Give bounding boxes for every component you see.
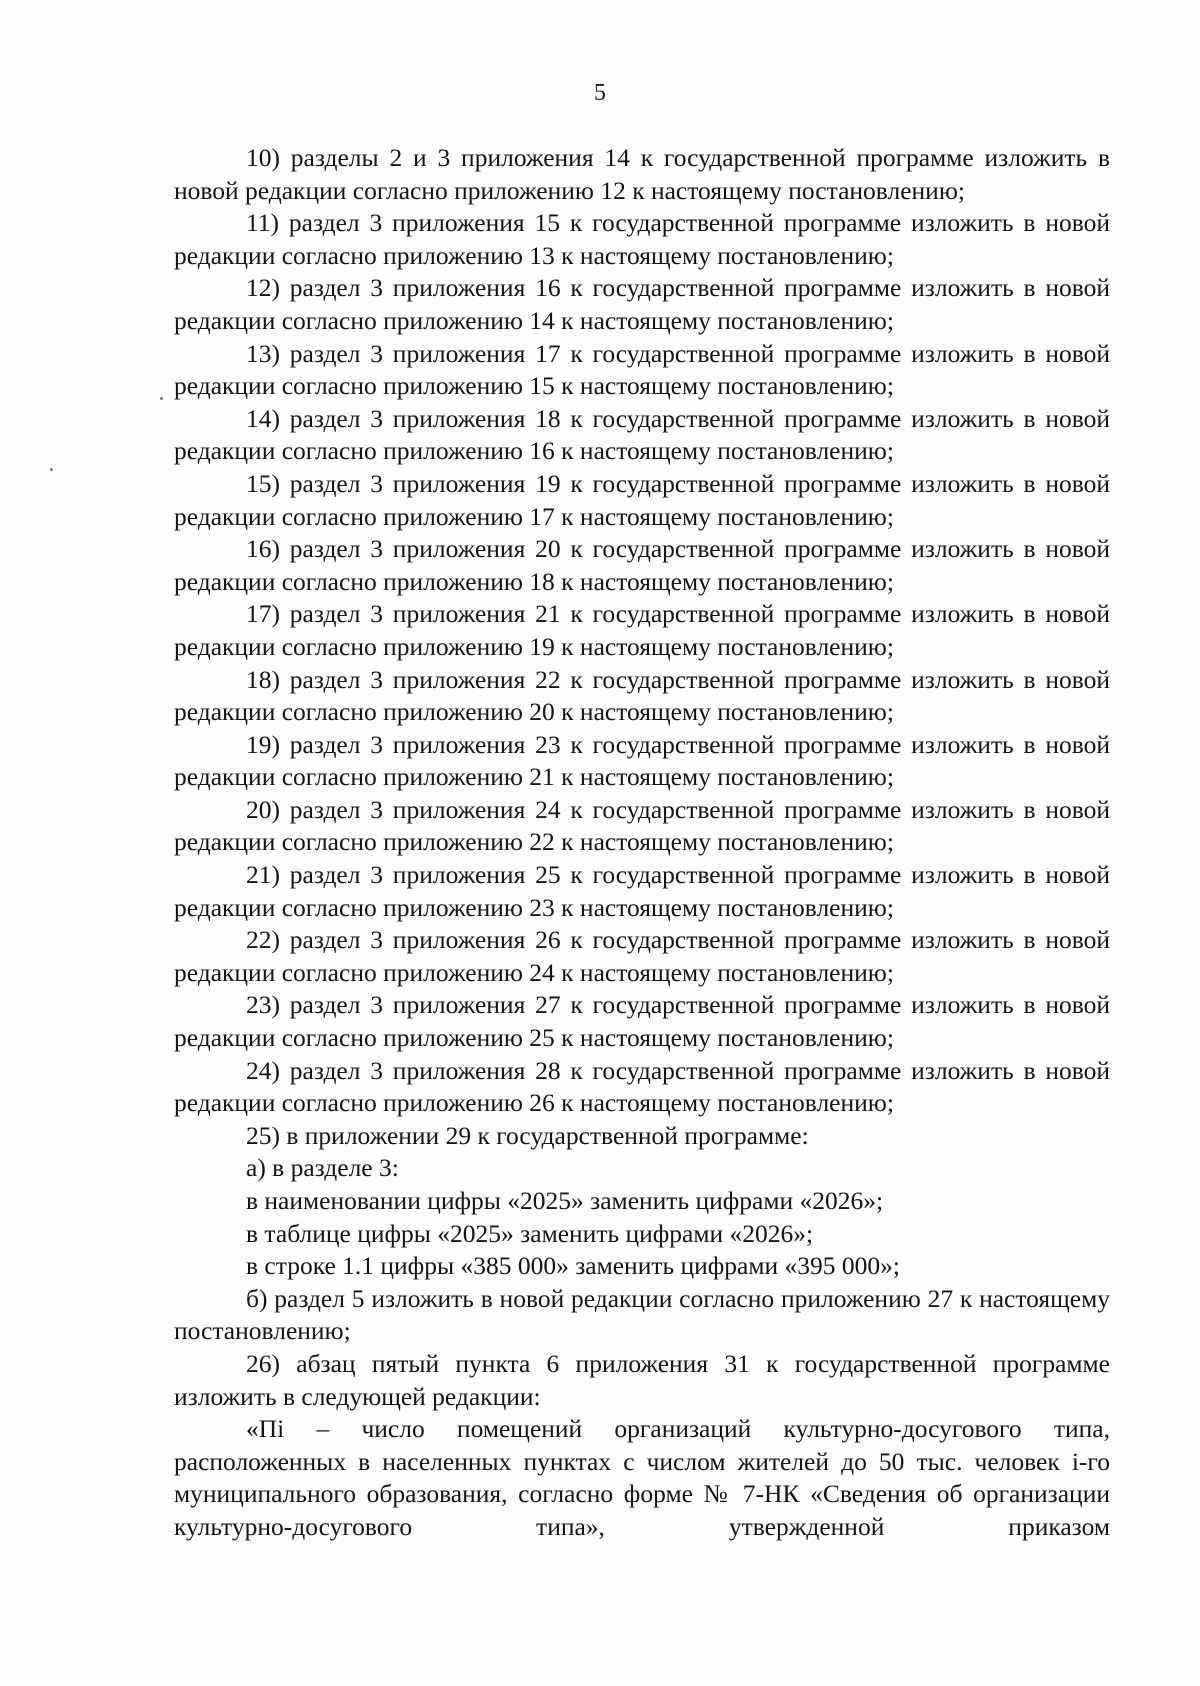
paragraph-line: в строке 1.1 цифры «385 000» заменить цифрами «395 000»; <box>246 1251 900 1281</box>
page-number: 5 <box>594 80 606 106</box>
paragraph-item-15: 15) раздел 3 приложения 19 к государственной программе изложить в новой редакции согласно приложению 17 к настоящему постановлению; <box>174 468 1110 531</box>
paragraph-item-23: 23) раздел 3 приложения 27 к государственной программе изложить в новой редакции согласно приложению 25 к настоящему постановлению; <box>174 990 1110 1053</box>
paragraph-subitem-b: б) раздел 5 изложить в новой редакции согласно приложению 27 к настоящему постановлению; <box>174 1283 1110 1346</box>
document-body <box>174 142 1110 1544</box>
paragraph-item-19: 19) раздел 3 приложения 23 к государственной программе изложить в новой редакции согласно приложению 21 к настоящему постановлению; <box>174 729 1110 792</box>
paragraph-item-17: 17) раздел 3 приложения 21 к государственной программе изложить в новой редакции согласно приложению 19 к настоящему постановлению; <box>174 599 1110 661</box>
paragraph-item-26: 26) абзац пятый пункта 6 приложения 31 к государственной программе изложить в следующей редакции: <box>174 1348 1110 1411</box>
paragraph-item-13: 13) раздел 3 приложения 17 к государственной программе изложить в новой редакции согласно приложению 15 к настоящему постановлению; <box>174 338 1110 401</box>
paragraph-item-10: 10) разделы 2 и 3 приложения 14 к государственной программе изложить в новой редакции согласно приложению 12 к настоящему постановлению; <box>174 143 1110 205</box>
paragraph-line: в наименовании цифры «2025» заменить цифрами «2026»; <box>246 1186 884 1215</box>
paragraph-item-18: 18) раздел 3 приложения 22 к государственной программе изложить в новой редакции согласно приложению 20 к настоящему постановлению; <box>174 664 1110 727</box>
paragraph-subitem-a: а) в разделе 3: <box>246 1153 399 1183</box>
paragraph-item-14: 14) раздел 3 приложения 18 к государственной программе изложить в новой редакции согласно приложению 16 к настоящему постановлению; <box>174 403 1110 466</box>
paragraph-item-16: 16) раздел 3 приложения 20 к государственной программе изложить в новой редакции согласно приложению 18 к настоящему постановлению; <box>174 534 1110 596</box>
paragraph-item-21: 21) раздел 3 приложения 25 к государственной программе изложить в новой редакции согласно приложению 23 к настоящему постановлению; <box>174 860 1110 922</box>
scan-speck <box>160 397 163 400</box>
paragraph-item-22: 22) раздел 3 приложения 26 к государственной программе изложить в новой редакции согласно приложению 24 к настоящему постановлению; <box>174 925 1110 987</box>
scan-speck <box>50 468 53 471</box>
paragraph-line: в таблице цифры «2025» заменить цифрами «2026»; <box>246 1218 814 1248</box>
paragraph-item-25: 25) в приложении 29 к государственной программе: <box>246 1120 809 1150</box>
paragraph-item-24: 24) раздел 3 приложения 28 к государственной программе изложить в новой редакции согласно приложению 26 к настоящему постановлению; <box>174 1055 1110 1118</box>
paragraph-item-11: 11) раздел 3 приложения 15 к государственной программе изложить в новой редакции согласно приложению 13 к настоящему постановлению; <box>174 208 1110 270</box>
quoted-paragraph: «Пi – число помещений организаций культурно-досугового типа, расположенных в населенных пунктах с числом жителей до 50 тыс. человек i-го муниципального образования, согласно форме № 7-НК «Сведения об организации культурно-досугового типа», утвержденной приказом <box>174 1414 1110 1541</box>
paragraph-item-20: 20) раздел 3 приложения 24 к государственной программе изложить в новой редакции согласно приложению 22 к настоящему постановлению; <box>174 794 1110 857</box>
paragraph-item-12: 12) раздел 3 приложения 16 к государственной программе изложить в новой редакции согласно приложению 14 к настоящему постановлению; <box>174 273 1110 335</box>
